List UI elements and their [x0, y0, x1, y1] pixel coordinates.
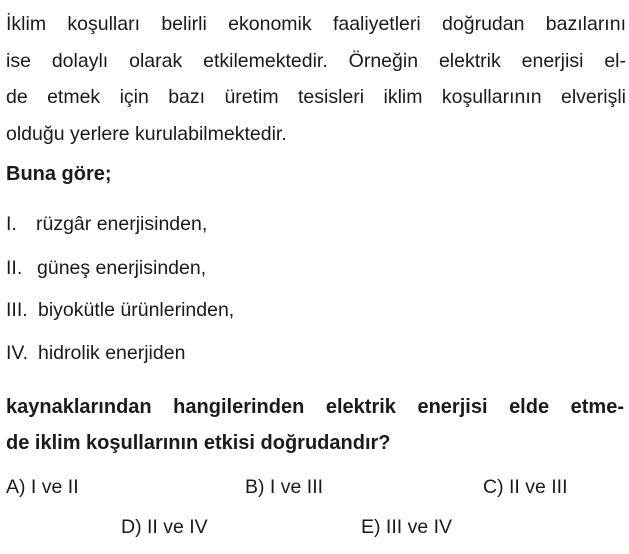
option-text: I ve II: [30, 476, 79, 498]
prompt-heading: Buna göre;: [6, 163, 112, 185]
option-text: III ve IV: [385, 516, 453, 538]
option-label: D): [121, 516, 142, 538]
item-number: I.: [6, 213, 17, 235]
item-text: rüzgâr enerjisinden,: [36, 213, 208, 235]
option-text: II ve IV: [147, 516, 208, 538]
option-text: II ve III: [509, 476, 568, 498]
list-item-1: [6, 213, 207, 236]
item-number: III.: [6, 299, 28, 321]
option-label: C): [483, 476, 504, 498]
list-item-3: [6, 299, 234, 322]
paragraph-line: olduğu yerlere kurulabilmektedir.: [6, 122, 287, 145]
option-label: E): [361, 516, 381, 538]
option-label: B): [245, 476, 265, 498]
paragraph-line: de etmek için bazı üretim tesisleri iklim koşullarının elverişli: [6, 86, 626, 108]
option-text: I ve III: [269, 476, 324, 498]
list-item-2: [6, 257, 206, 280]
option-c[interactable]: [483, 476, 568, 499]
option-d[interactable]: [121, 516, 208, 539]
option-a[interactable]: [6, 476, 79, 499]
option-e[interactable]: [361, 516, 452, 539]
item-text: güneş enerjisinden,: [37, 257, 207, 279]
item-number: II.: [6, 257, 23, 279]
item-text: hidrolik enerjiden: [38, 342, 186, 364]
item-number: IV.: [6, 342, 29, 364]
paragraph-line: ise dolaylı olarak etkilemektedir. Örneğin elektrik enerjisi el-: [6, 49, 626, 72]
question-stem: [6, 389, 624, 461]
question-line: de iklim koşullarının etkisi doğrudandır?: [6, 432, 391, 454]
list-item-4: [6, 342, 185, 365]
option-label: A): [6, 476, 26, 498]
question-line: kaynaklarından hangilerinden elektrik enerjisi elde etme-: [6, 396, 624, 418]
paragraph-line: İklim koşulları belirli ekonomik faaliyetleri doğrudan bazılarını: [6, 13, 626, 35]
item-text: biyokütle ürünlerinden,: [38, 299, 235, 321]
intro-paragraph: [6, 6, 626, 152]
option-b[interactable]: [245, 476, 323, 499]
